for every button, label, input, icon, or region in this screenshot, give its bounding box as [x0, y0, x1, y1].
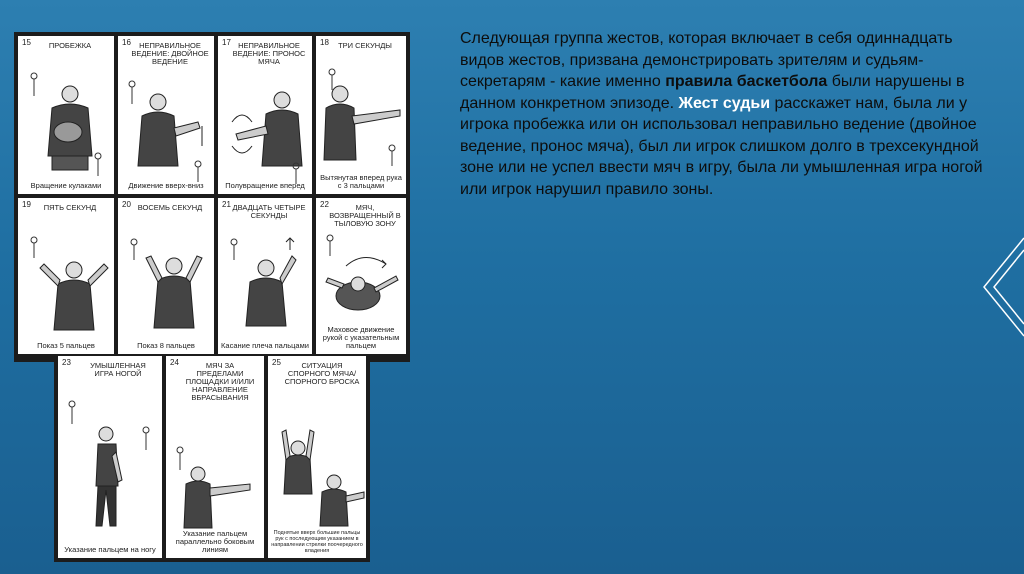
- gesture-number: 15: [22, 38, 31, 47]
- gesture-title: ПРОБЕЖКА: [48, 41, 92, 50]
- gesture-card-24: [166, 356, 264, 558]
- referee-carrying-figure: [218, 36, 312, 194]
- gesture-caption: Движение вверх-вниз: [128, 181, 204, 190]
- gesture-card-20: [118, 198, 214, 354]
- gesture-title: НЕПРАВИЛЬНОЕ ВЕДЕНИЕ: ДВОЙНОЕ ВЕДЕНИЕ: [131, 41, 209, 66]
- body-text-part: Следующая группа жестов, которая включает в себя одиннадцать видов жестов, призвана демонстрировать зрителям и судьям-секретарям - какие именно: [460, 30, 953, 90]
- gesture-card-23: [58, 356, 162, 558]
- gesture-card-19: [18, 198, 114, 354]
- gesture-caption: Касание плеча пальцами: [221, 341, 309, 350]
- gesture-caption: Указание пальцем на ногу: [64, 545, 156, 554]
- referee-five-seconds-figure: [18, 198, 114, 354]
- gesture-number: 18: [320, 38, 329, 47]
- body-text-bold: правила баскетбола: [665, 73, 828, 90]
- gesture-caption: Вращение кулаками: [30, 181, 102, 190]
- gesture-title: СИТУАЦИЯ СПОРНОГО МЯЧА/СПОРНОГО БРОСКА: [284, 361, 360, 386]
- gesture-number: 19: [22, 200, 31, 209]
- referee-24-seconds-figure: [218, 198, 312, 354]
- referee-out-of-bounds-figure: [166, 356, 264, 558]
- gesture-number: 24: [170, 358, 179, 367]
- gesture-card-16: [118, 36, 214, 194]
- referee-eight-seconds-figure: [118, 198, 214, 354]
- body-text-accent: Жест судьи: [678, 94, 771, 112]
- referee-three-seconds-figure: [316, 36, 406, 194]
- gesture-number: 20: [122, 200, 131, 209]
- gesture-card-22: [316, 198, 406, 354]
- gesture-card-25: [268, 356, 366, 558]
- gesture-title: МЯЧ, ВОЗВРАЩЕННЫЙ В ТЫЛОВУЮ ЗОНУ: [329, 203, 401, 228]
- gesture-card-21: [218, 198, 312, 354]
- gesture-title: ПЯТЬ СЕКУНД: [43, 203, 97, 212]
- gesture-caption: Вытянутая вперед рука с 3 пальцами: [320, 173, 402, 190]
- gesture-card-18: [316, 36, 406, 194]
- gesture-title: МЯЧ ЗА ПРЕДЕЛАМИ ПЛОЩАДКИ И/ИЛИ НАПРАВЛЕНИЕ ВБРАСЫВАНИЯ: [185, 361, 255, 402]
- gesture-title: УМЫШЛЕННАЯ ИГРА НОГОЙ: [90, 361, 146, 378]
- gesture-title: ТРИ СЕКУНДЫ: [338, 41, 392, 50]
- gesture-caption: Показ 8 пальцев: [137, 341, 195, 350]
- gesture-caption: Полувращение вперед: [225, 181, 305, 190]
- slide-body-text: [460, 28, 995, 200]
- referee-kicked-ball-figure: [58, 356, 162, 558]
- body-text-part: расскажет нам, была ли у игрока пробежка или он использовал неправильно ведение (двойное ведение, пронос мяча), был ли игрок слишком долго в трехсекундной зоне или не успел ввести мяч в игру, была ли умышленная игра ногой или игрок нарушил правило зоны.: [460, 94, 983, 198]
- gesture-number: 23: [62, 358, 71, 367]
- gesture-number: 17: [222, 38, 231, 47]
- gesture-caption: Поднятые вверх большие пальцы рук с последующим указанием в направлении стрелки поочередного владения: [271, 530, 363, 554]
- gestures-figure: [14, 32, 412, 562]
- gesture-title: НЕПРАВИЛЬНОЕ ВЕДЕНИЕ: ПРОНОС МЯЧА: [232, 41, 306, 66]
- gesture-title: ВОСЕМЬ СЕКУНД: [137, 203, 203, 212]
- gesture-number: 16: [122, 38, 131, 47]
- gesture-title: ДВАДЦАТЬ ЧЕТЫРЕ СЕКУНДЫ: [232, 203, 306, 220]
- gesture-number: 21: [222, 200, 231, 209]
- gesture-card-17: [218, 36, 312, 194]
- body-text-part: были нарушены в данном конкретном эпизоде.: [460, 73, 965, 112]
- gesture-card-15: [18, 36, 114, 194]
- gesture-caption: Маховое движение рукой с указательным пальцем: [322, 325, 400, 350]
- referee-travelling-figure: [18, 36, 114, 194]
- gesture-caption: Показ 5 пальцев: [37, 341, 95, 350]
- gesture-number: 25: [272, 358, 281, 367]
- gesture-caption: Указание пальцем параллельно боковым линиям: [175, 529, 255, 554]
- referee-jump-ball-figure: [268, 356, 366, 558]
- gesture-number: 22: [320, 200, 329, 209]
- referee-double-dribble-figure: [118, 36, 214, 194]
